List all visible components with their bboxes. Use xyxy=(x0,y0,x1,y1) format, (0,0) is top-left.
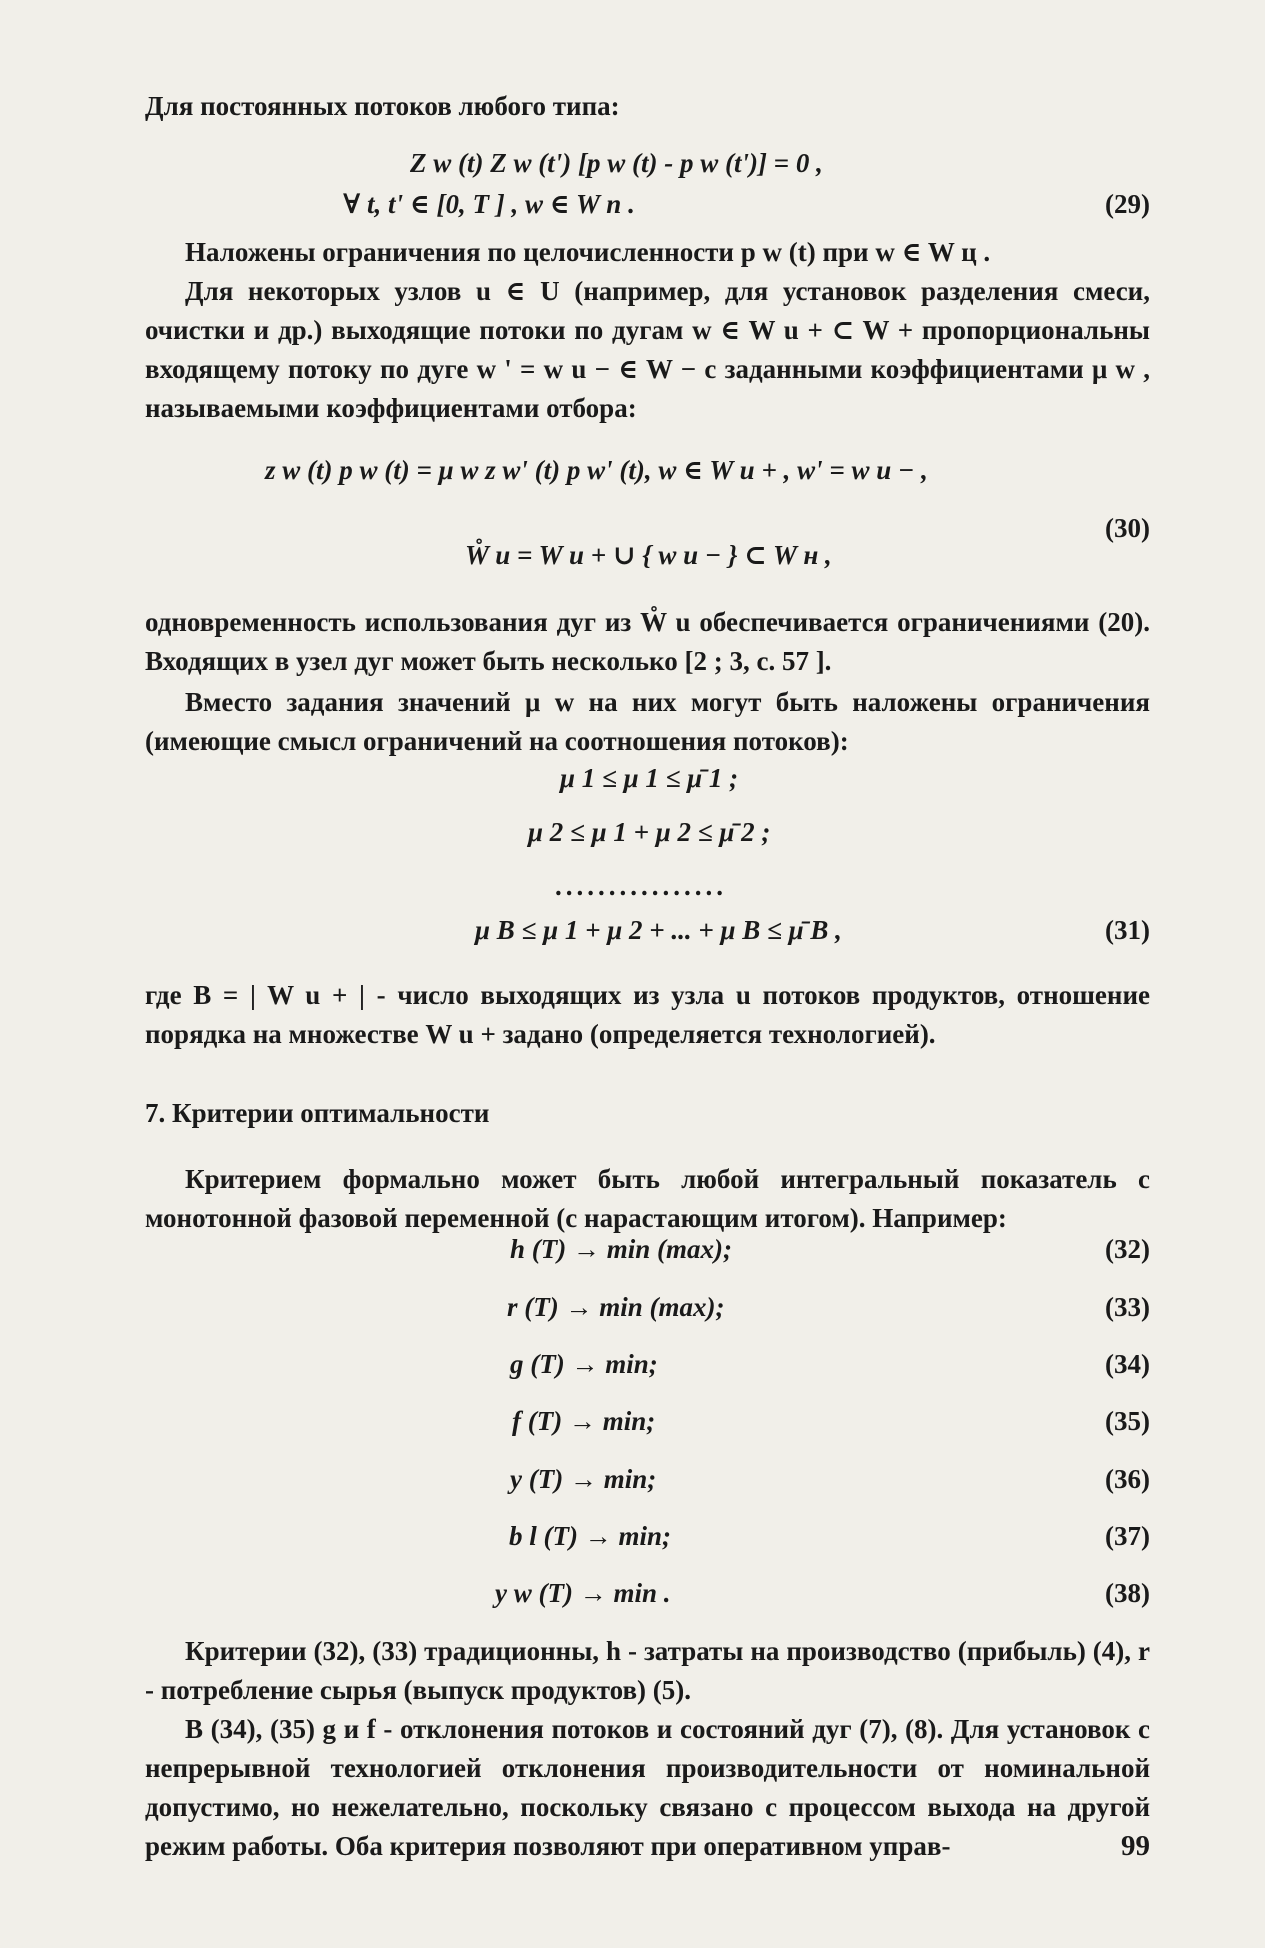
paragraph-criterion-definition: Критерием формально может быть любой интегральный показатель с монотонной фазовой переменной (с нарастающим итогом). Например: xyxy=(145,1164,1150,1233)
equation-number-31: (31) xyxy=(1105,915,1150,945)
paragraph-integer-constraints: Наложены ограничения по целочисленности p w (t) при w ∈ W ц . xyxy=(185,237,991,267)
equation-number-37: (37) xyxy=(1105,1521,1150,1551)
equation-number-36: (36) xyxy=(1105,1464,1150,1494)
paragraph-where-b: где B = | W u + | - число выходящих из узла u потоков продуктов, отношение порядка на множестве W u + задано (определяется технологией). xyxy=(145,980,1150,1049)
paragraph-simultaneity: одновременность использования дуг из W̊ u обеспечивается ограничениями (20). Входящих в узел дуг может быть несколько [2 ; 3, c. 57 ]. xyxy=(145,607,1150,676)
equation-30b: W̊ u = W u + ∪ { w u − } ⊂ W н , xyxy=(465,540,832,570)
equation-33-body: r (T) → min (max); xyxy=(507,1292,725,1322)
equation-31-line2 xyxy=(145,812,1150,852)
equation-33 xyxy=(145,1287,1150,1327)
equation-32 xyxy=(145,1229,1150,1269)
equation-number-32: (32) xyxy=(1105,1234,1150,1264)
paragraph-node-flows: Для некоторых узлов u ∈ U (например, для установок разделения смеси, очистки и др.) выходящие потоки по дугам w ∈ W u + ⊂ W + пропорциональны входящему потоку по дуге w ' = w u − ∈ W − с заданными коэффициентами μ w , называемыми коэффициентами отбора: xyxy=(145,276,1150,423)
equation-34-body: g (T) → min; xyxy=(510,1349,658,1379)
equation-number-35: (35) xyxy=(1105,1406,1150,1436)
equation-29b: ∀ t, t' ∈ [0, T ] , w ∈ W п . xyxy=(343,189,635,219)
paragraph-flows-intro: Для постоянных потоков любого типа: xyxy=(145,91,620,121)
equation-38-body: y w (T) → min . xyxy=(495,1578,671,1608)
equation-30a: z w (t) p w (t) = μ w z w' (t) p w' (t), w ∈ W u + , w' = w u − , xyxy=(265,455,928,485)
equation-37 xyxy=(145,1516,1150,1556)
equation-31-line3 xyxy=(145,910,1150,950)
equation-36-body: y (T) → min; xyxy=(510,1464,657,1494)
equation-29a: Z w (t) Z w (t') [p w (t) - p w (t')] = 0 , xyxy=(410,148,823,178)
equation-number-30: (30) xyxy=(1105,513,1150,543)
equation-29-line1 xyxy=(145,143,1150,183)
paragraph-coefficient-constraints: Вместо задания значений μ w на них могут быть наложены ограничения (имеющие смысл ограничений на соотношения потоков): xyxy=(145,687,1150,756)
section-heading-criteria: 7. Критерии оптимальности xyxy=(145,1098,490,1128)
equation-34 xyxy=(145,1344,1150,1384)
equation-31c: μ B ≤ μ 1 + μ 2 + ... + μ B ≤ μ̄ B , xyxy=(475,915,842,945)
equation-number-34: (34) xyxy=(1105,1349,1150,1379)
equation-30-line2 xyxy=(145,513,1150,575)
paragraph-deviations: В (34), (35) g и f - отклонения потоков и состояний дуг (7), (8). Для установок с непрерывной технологией отклонения производительности от номинальной допустимо, но нежелательно, поскольку связано с процессом выхода на другой режим работы. Оба критерия позволяют при оперативном управ- xyxy=(145,1714,1150,1861)
equation-29-line2 xyxy=(145,184,1150,224)
equation-number-33: (33) xyxy=(1105,1292,1150,1322)
equation-31-ellipsis: ................ xyxy=(555,871,727,901)
equation-31-line1 xyxy=(145,758,1150,798)
page-number: 99 xyxy=(1121,1830,1150,1862)
equation-38 xyxy=(145,1573,1150,1613)
equation-number-38: (38) xyxy=(1105,1578,1150,1608)
equation-37-body: b l (T) → min; xyxy=(509,1521,671,1551)
equation-31b: μ 2 ≤ μ 1 + μ 2 ≤ μ̄ 2 ; xyxy=(528,817,771,847)
equation-35 xyxy=(145,1401,1150,1441)
equation-31a: μ 1 ≤ μ 1 ≤ μ̄ 1 ; xyxy=(560,763,739,793)
equation-32-body: h (T) → min (max); xyxy=(510,1234,732,1264)
equation-number-29: (29) xyxy=(1105,189,1150,219)
equation-31-dots xyxy=(145,866,1150,906)
equation-35-body: f (T) → min; xyxy=(512,1406,656,1436)
equation-30-line1 xyxy=(145,450,1150,490)
equation-36 xyxy=(145,1459,1150,1499)
paragraph-traditional-criteria: Критерии (32), (33) традиционны, h - затраты на производство (прибыль) (4), r - потребление сырья (выпуск продуктов) (5). xyxy=(145,1636,1150,1705)
